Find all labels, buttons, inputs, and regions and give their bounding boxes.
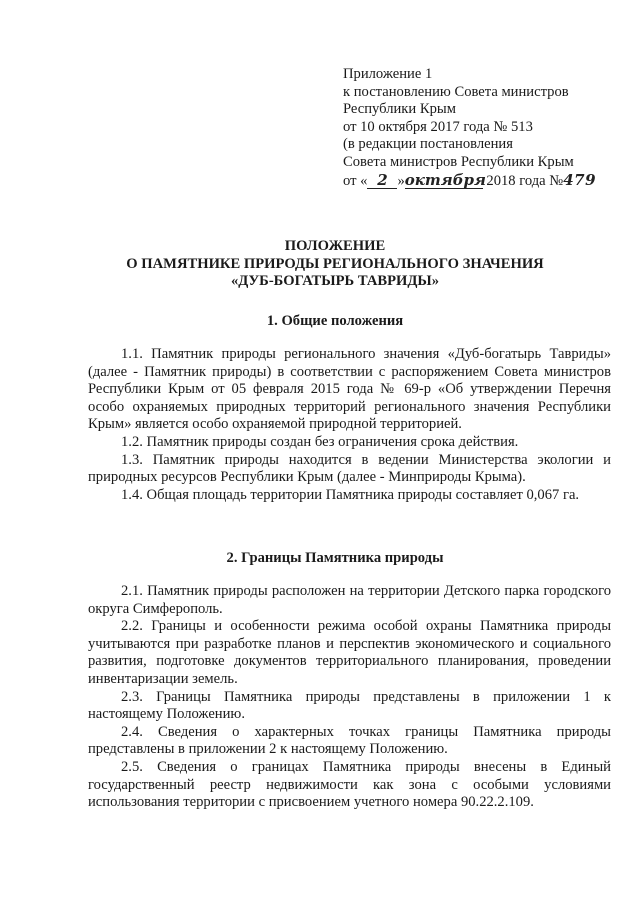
- title-line-2: О ПАМЯТНИКЕ ПРИРОДЫ РЕГИОНАЛЬНОГО ЗНАЧЕНИЯ: [126, 255, 544, 272]
- annex-line-2: к постановлению Совета министров: [343, 83, 569, 100]
- handwritten-number: 479: [563, 170, 597, 189]
- document-title: [60, 238, 610, 291]
- paragraph-1-3: 1.3. Памятник природы находится в ведении Министерства экологии и природных ресурсов Республики Крым (далее - Минприроды Крыма).: [88, 451, 611, 486]
- section-2-heading: 2. Границы Памятника природы: [226, 550, 444, 566]
- section-1-body: [88, 346, 611, 504]
- paragraph-2-3: 2.3. Границы Памятника природы представлены в приложении 1 к настоящему Положению.: [88, 688, 611, 723]
- section-1-heading: 1. Общие положения: [266, 313, 404, 329]
- paragraph-1-4: 1.4. Общая площадь территории Памятника природы составляет 0,067 га.: [121, 486, 580, 503]
- paragraph-2-5: 2.5. Сведения о границах Памятника природы внесены в Единый государственный реестр недвижимости как зона с особыми условиями использования территории с присвоением учетного номера 90.22.2.109.: [88, 758, 611, 811]
- annex-line-4: от 10 октября 2017 года № 513: [343, 118, 533, 135]
- paragraph-2-4: 2.4. Сведения о характерных точках границы Памятника природы представлены в приложении 2 к настоящему Положению.: [88, 723, 611, 758]
- annex-year: 2018 года №: [486, 172, 564, 189]
- annex-date-prefix: от «: [343, 172, 368, 189]
- paragraph-1-1: 1.1. Памятник природы регионального значения «Дуб-богатырь Тавриды» (далее - Памятник природы) в соответствии с распоряжением Совета министров Республики Крым от 05 февраля 2015 года № 69-р «Об утверждении Перечня особо охраняемых природных территорий регионального значения Республики Крым» является особо охраняемой природной территорией.: [88, 346, 611, 433]
- handwritten-month: октября: [404, 170, 486, 189]
- annex-line-5: (в редакции постановления: [343, 136, 513, 153]
- title-line-1: ПОЛОЖЕНИЕ: [284, 238, 386, 254]
- handwritten-day: 2: [367, 173, 397, 189]
- paragraph-2-1: 2.1. Памятник природы расположен на территории Детского парка городского округа Симферополь.: [88, 583, 611, 617]
- annex-line-1: Приложение 1: [343, 66, 433, 82]
- annex-block: [343, 66, 623, 190]
- paragraph-2-2: 2.2. Границы и особенности режима особой охраны Памятника природы учитываются при разработке планов и перспектив экономического и социального развития, подготовке документов территориального планирования, проведении инвентаризации земель.: [88, 618, 611, 687]
- annex-date-quote: »: [397, 172, 405, 189]
- annex-line-7: [343, 172, 623, 191]
- section-2-body: [88, 583, 611, 812]
- title-line-3: «ДУБ-БОГАТЫРЬ ТАВРИДЫ»: [230, 273, 440, 290]
- annex-line-3: Республики Крым: [343, 101, 456, 118]
- annex-line-6: Совета министров Республики Крым: [343, 153, 574, 170]
- paragraph-1-2: 1.2. Памятник природы создан без ограничения срока действия.: [121, 433, 519, 450]
